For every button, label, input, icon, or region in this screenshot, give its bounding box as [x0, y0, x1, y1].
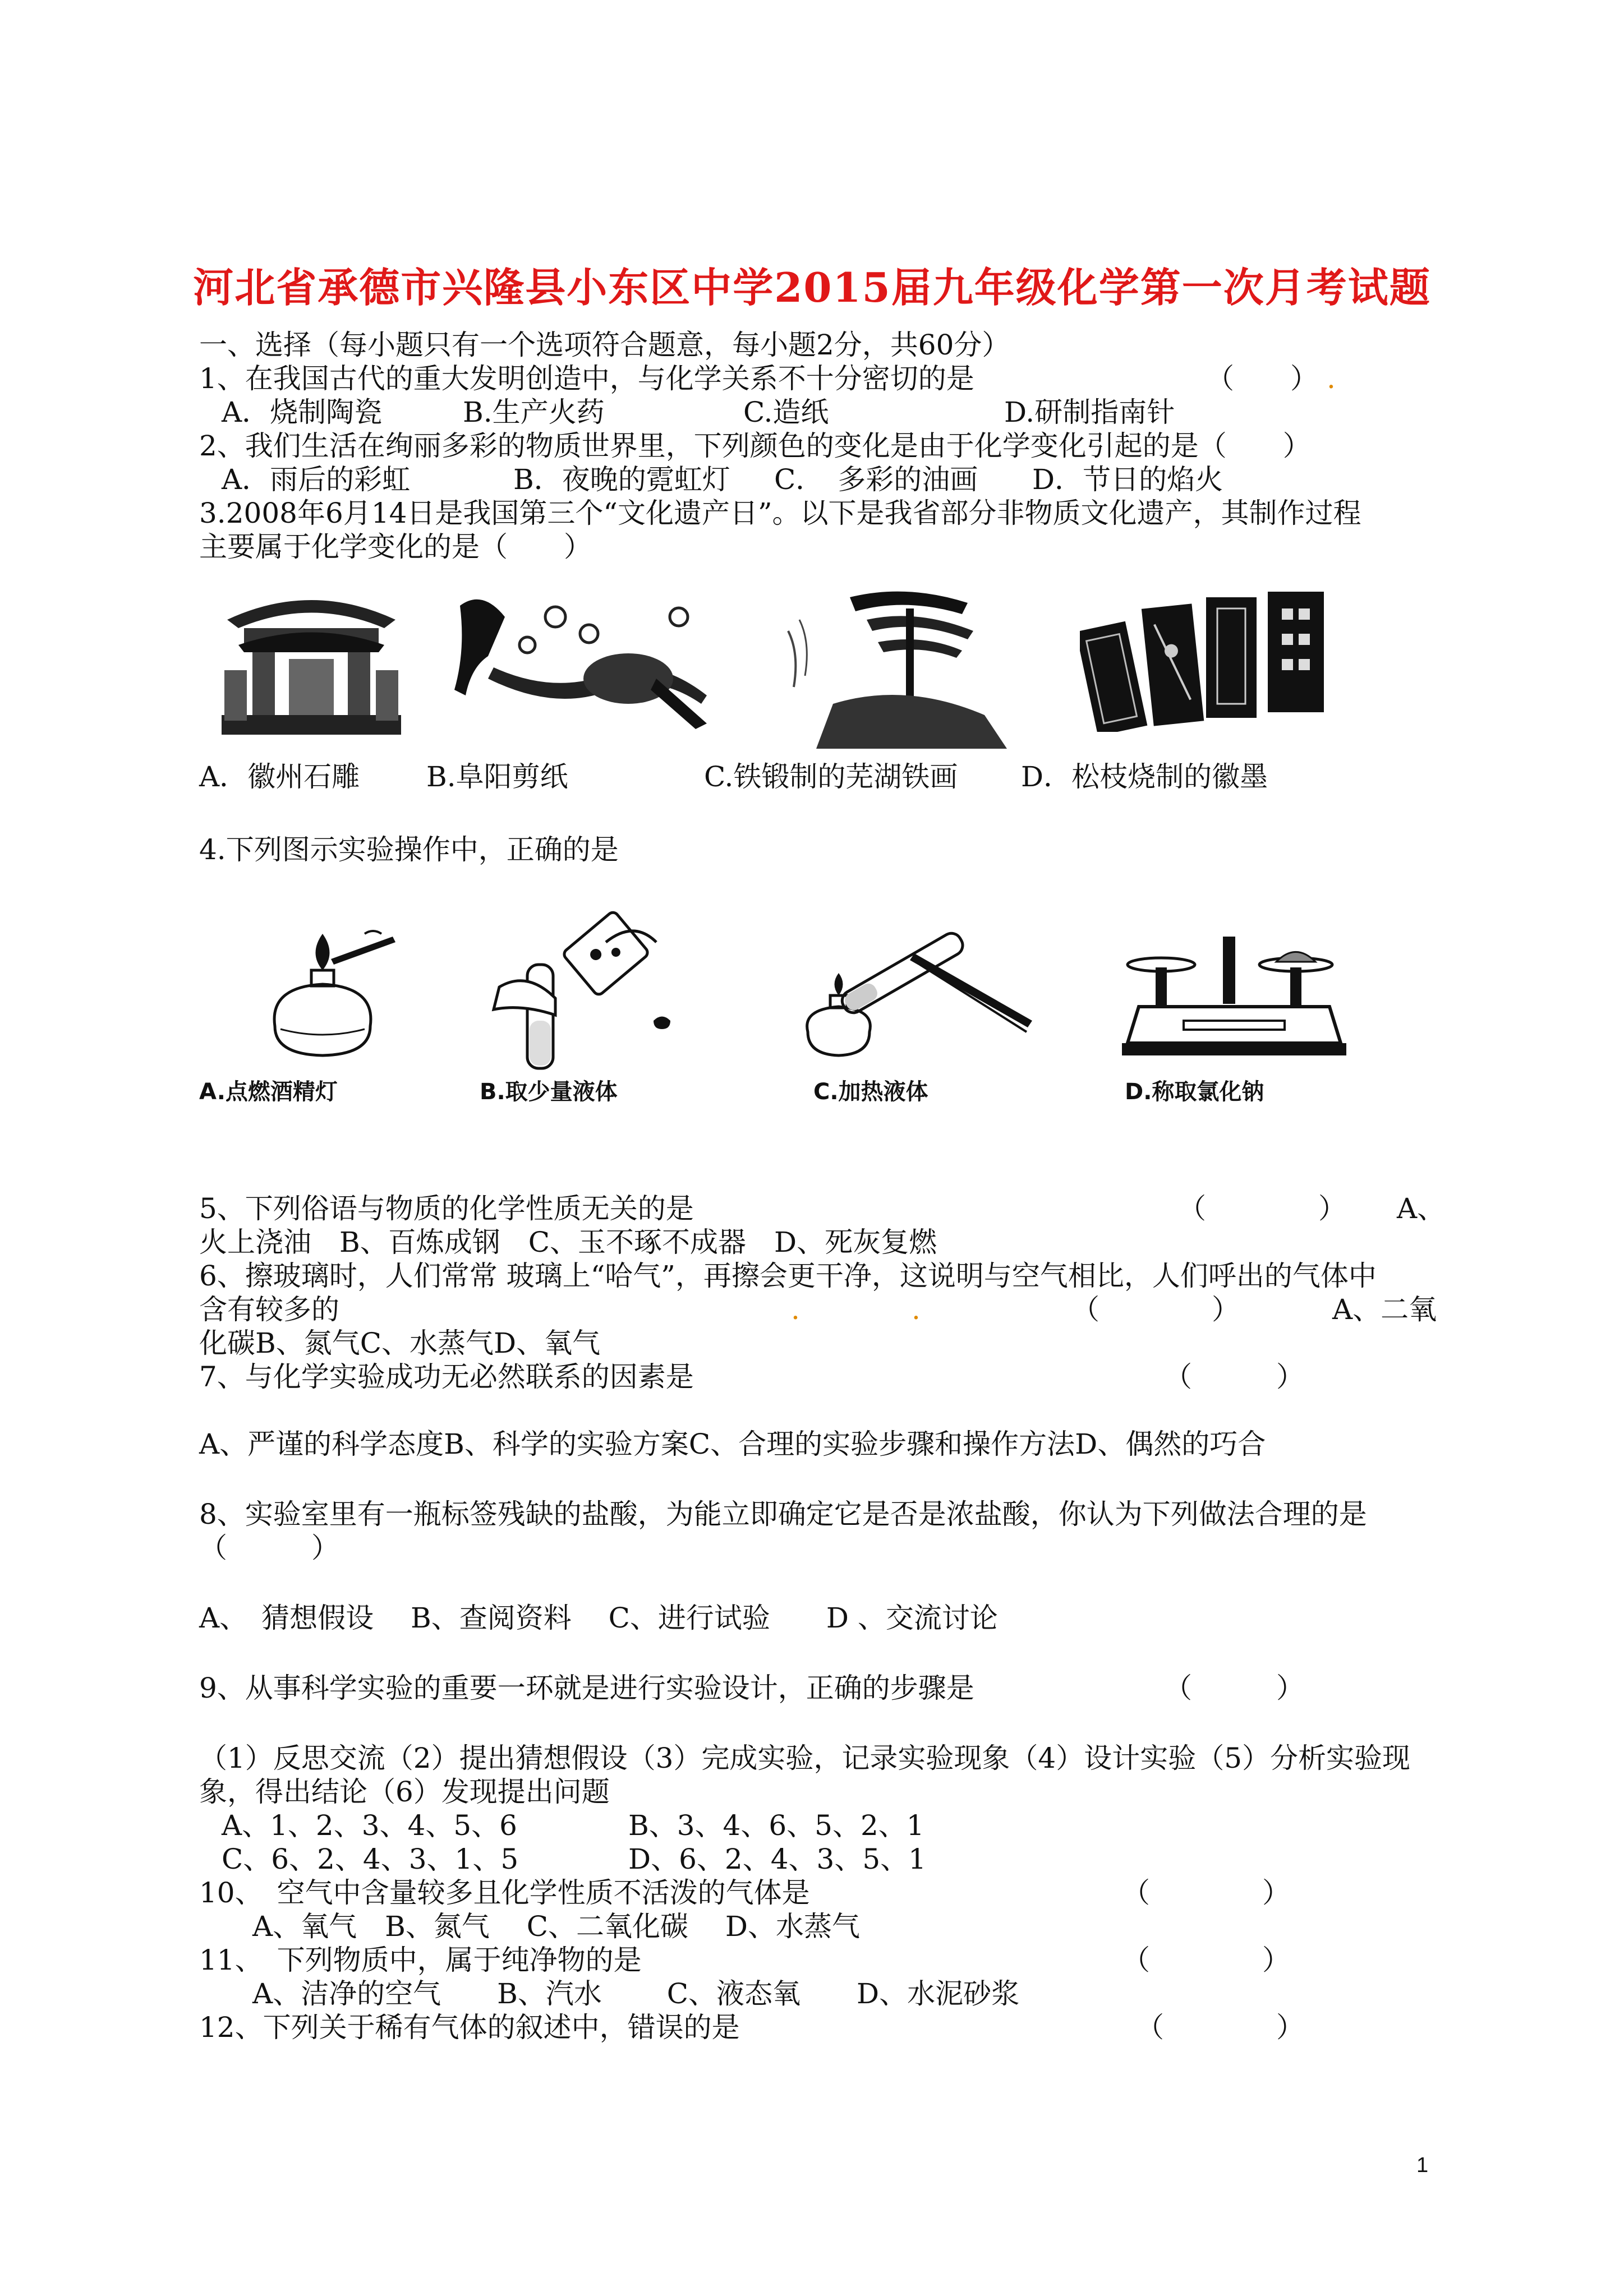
q8-options: A、 猜想假设 B、查阅资料 C、进行试验 D 、交流讨论	[199, 1602, 998, 1634]
q9-stem: 9、从事科学实验的重要一环就是进行实验设计，正确的步骤是	[199, 1672, 974, 1704]
q5-answer-paren: （ ）	[1178, 1192, 1346, 1225]
section-heading: 一、选择（每小题只有一个选项符合题意，每小题2分，共60分）	[199, 329, 1010, 361]
q3-stem-line2: 主要属于化学变化的是（ ）	[199, 531, 592, 563]
q5-option-a-head: A、	[1397, 1192, 1446, 1225]
q6-stem-line1: 6、擦玻璃时，人们常常 玻璃上“哈气”，再擦会更干净，这说明与空气相比，人们呼出的气体中	[199, 1260, 1377, 1292]
q7-stem: 7、与化学实验成功无必然联系的因素是	[199, 1361, 694, 1393]
take-liquid-image	[477, 909, 701, 1071]
q5-stem: 5、下列俗语与物质的化学性质无关的是	[199, 1192, 694, 1225]
q6-dot-1: .	[791, 1293, 800, 1326]
q6-dot-2: .	[912, 1293, 921, 1326]
q9-option-d: D、6、2、4、3、5、1	[628, 1843, 926, 1875]
q3-option-a: A．徽州石雕	[199, 760, 360, 793]
q3-option-c: C.铁锻制的芜湖铁画	[704, 760, 958, 793]
weighing-scale-image	[1116, 931, 1352, 1060]
q3-option-b: B.阜阳剪纸	[426, 760, 568, 793]
paper-cut-bird-image	[443, 583, 718, 740]
page-number: 1	[1416, 2154, 1429, 2177]
q4-caption-b: B.取少量液体	[480, 1079, 618, 1105]
q3-stem-line1: 3.2008年6月14日是我国第三个“文化遗产日”。以下是我省部分非物质文化遗产，其制作过程	[199, 497, 1361, 529]
q9-answer-paren: （ ）	[1164, 1672, 1304, 1704]
exam-title: 河北省承德市兴隆县小东区中学2015届九年级化学第一次月考试题	[193, 264, 1431, 311]
q1-option-b: B.生产火药	[463, 396, 605, 428]
q10-answer-paren: （ ）	[1122, 1877, 1290, 1909]
heating-liquid-image	[785, 920, 1038, 1060]
q2-option-a: A．雨后的彩虹	[222, 463, 411, 496]
q1-stem: 1、在我国古代的重大发明创造中，与化学关系不十分密切的是	[199, 362, 974, 395]
q10-options: A、氧气 B、氮气 C、二氧化碳 D、水蒸气	[252, 1910, 860, 1943]
q9-desc-line1: （1）反思交流（2）提出猜想假设（3）完成实验，记录实验现象（4）设计实验（5）分析实验现	[199, 1742, 1411, 1774]
q4-caption-c: C.加热液体	[813, 1079, 928, 1105]
q2-stem: 2、我们生活在绚丽多彩的物质世界里，下列颜色的变化是由于化学变化引起的是（ ）	[199, 430, 1311, 462]
q9-option-a: A、1、2、3、4、5、6	[222, 1809, 517, 1842]
q2-option-c: C． 多彩的油画	[774, 463, 978, 496]
q2-option-d: D．节日的焰火	[1032, 463, 1223, 496]
q9-option-c: C、6、2、4、3、1、5	[222, 1843, 519, 1875]
q5-options: 火上浇油 B、百炼成钢 C、玉不琢不成器 D、死灰复燃	[199, 1226, 937, 1258]
q11-answer-paren: （ ）	[1122, 1944, 1290, 1976]
q1-option-d: D.研制指南针	[1004, 396, 1175, 428]
q1-option-c: C.造纸	[743, 396, 829, 428]
iron-painting-pine-image	[783, 586, 1032, 749]
q1-option-a: A．烧制陶瓷	[222, 396, 383, 428]
q9-desc-line2: 象，得出结论（6）发现提出问题	[199, 1776, 610, 1808]
q7-answer-paren: （ ）	[1164, 1361, 1304, 1393]
q10-stem: 10、 空气中含量较多且化学性质不活泼的气体是	[199, 1877, 810, 1909]
q12-answer-paren: （ ）	[1136, 2011, 1304, 2044]
q1-answer-paren: （ ）	[1206, 362, 1318, 395]
q6-answer-paren: （ ）	[1071, 1293, 1240, 1326]
q1-dot: .	[1327, 362, 1336, 395]
q2-option-b: B．夜晚的霓虹灯	[513, 463, 730, 496]
q4-caption-d: D.称取氯化钠	[1125, 1079, 1264, 1105]
q9-option-b: B、3、4、6、5、2、1	[628, 1809, 924, 1842]
q4-caption-a: A.点燃酒精灯	[199, 1079, 338, 1105]
q11-stem: 11、 下列物质中，属于纯净物的是	[199, 1944, 642, 1976]
q3-option-d: D．松枝烧制的徽墨	[1021, 760, 1268, 793]
stone-carving-gate-image	[222, 586, 401, 735]
q4-stem: 4.下列图示实验操作中，正确的是	[199, 833, 619, 866]
q6-option-a-head: A、二氧	[1332, 1293, 1437, 1326]
q6-stem-line2: 含有较多的	[199, 1293, 339, 1326]
q7-options: A、严谨的科学态度B、科学的实验方案C、合理的实验步骤和操作方法D、偶然的巧合	[199, 1428, 1266, 1460]
q11-options: A、洁净的空气 B、汽水 C、液态氧 D、水泥砂浆	[252, 1977, 1020, 2010]
hui-ink-sticks-image	[1080, 589, 1332, 732]
alcohol-lamp-lighting-image	[247, 925, 398, 1066]
q6-options: 化碳B、氮气C、水蒸气D、氧气	[199, 1327, 601, 1359]
q8-stem: 8、实验室里有一瓶标签残缺的盐酸，为能立即确定它是否是浓盐酸，你认为下列做法合理的是	[199, 1498, 1367, 1530]
q12-stem: 12、下列关于稀有气体的叙述中，错误的是	[199, 2011, 740, 2044]
q8-answer-paren: （ ）	[199, 1532, 339, 1564]
